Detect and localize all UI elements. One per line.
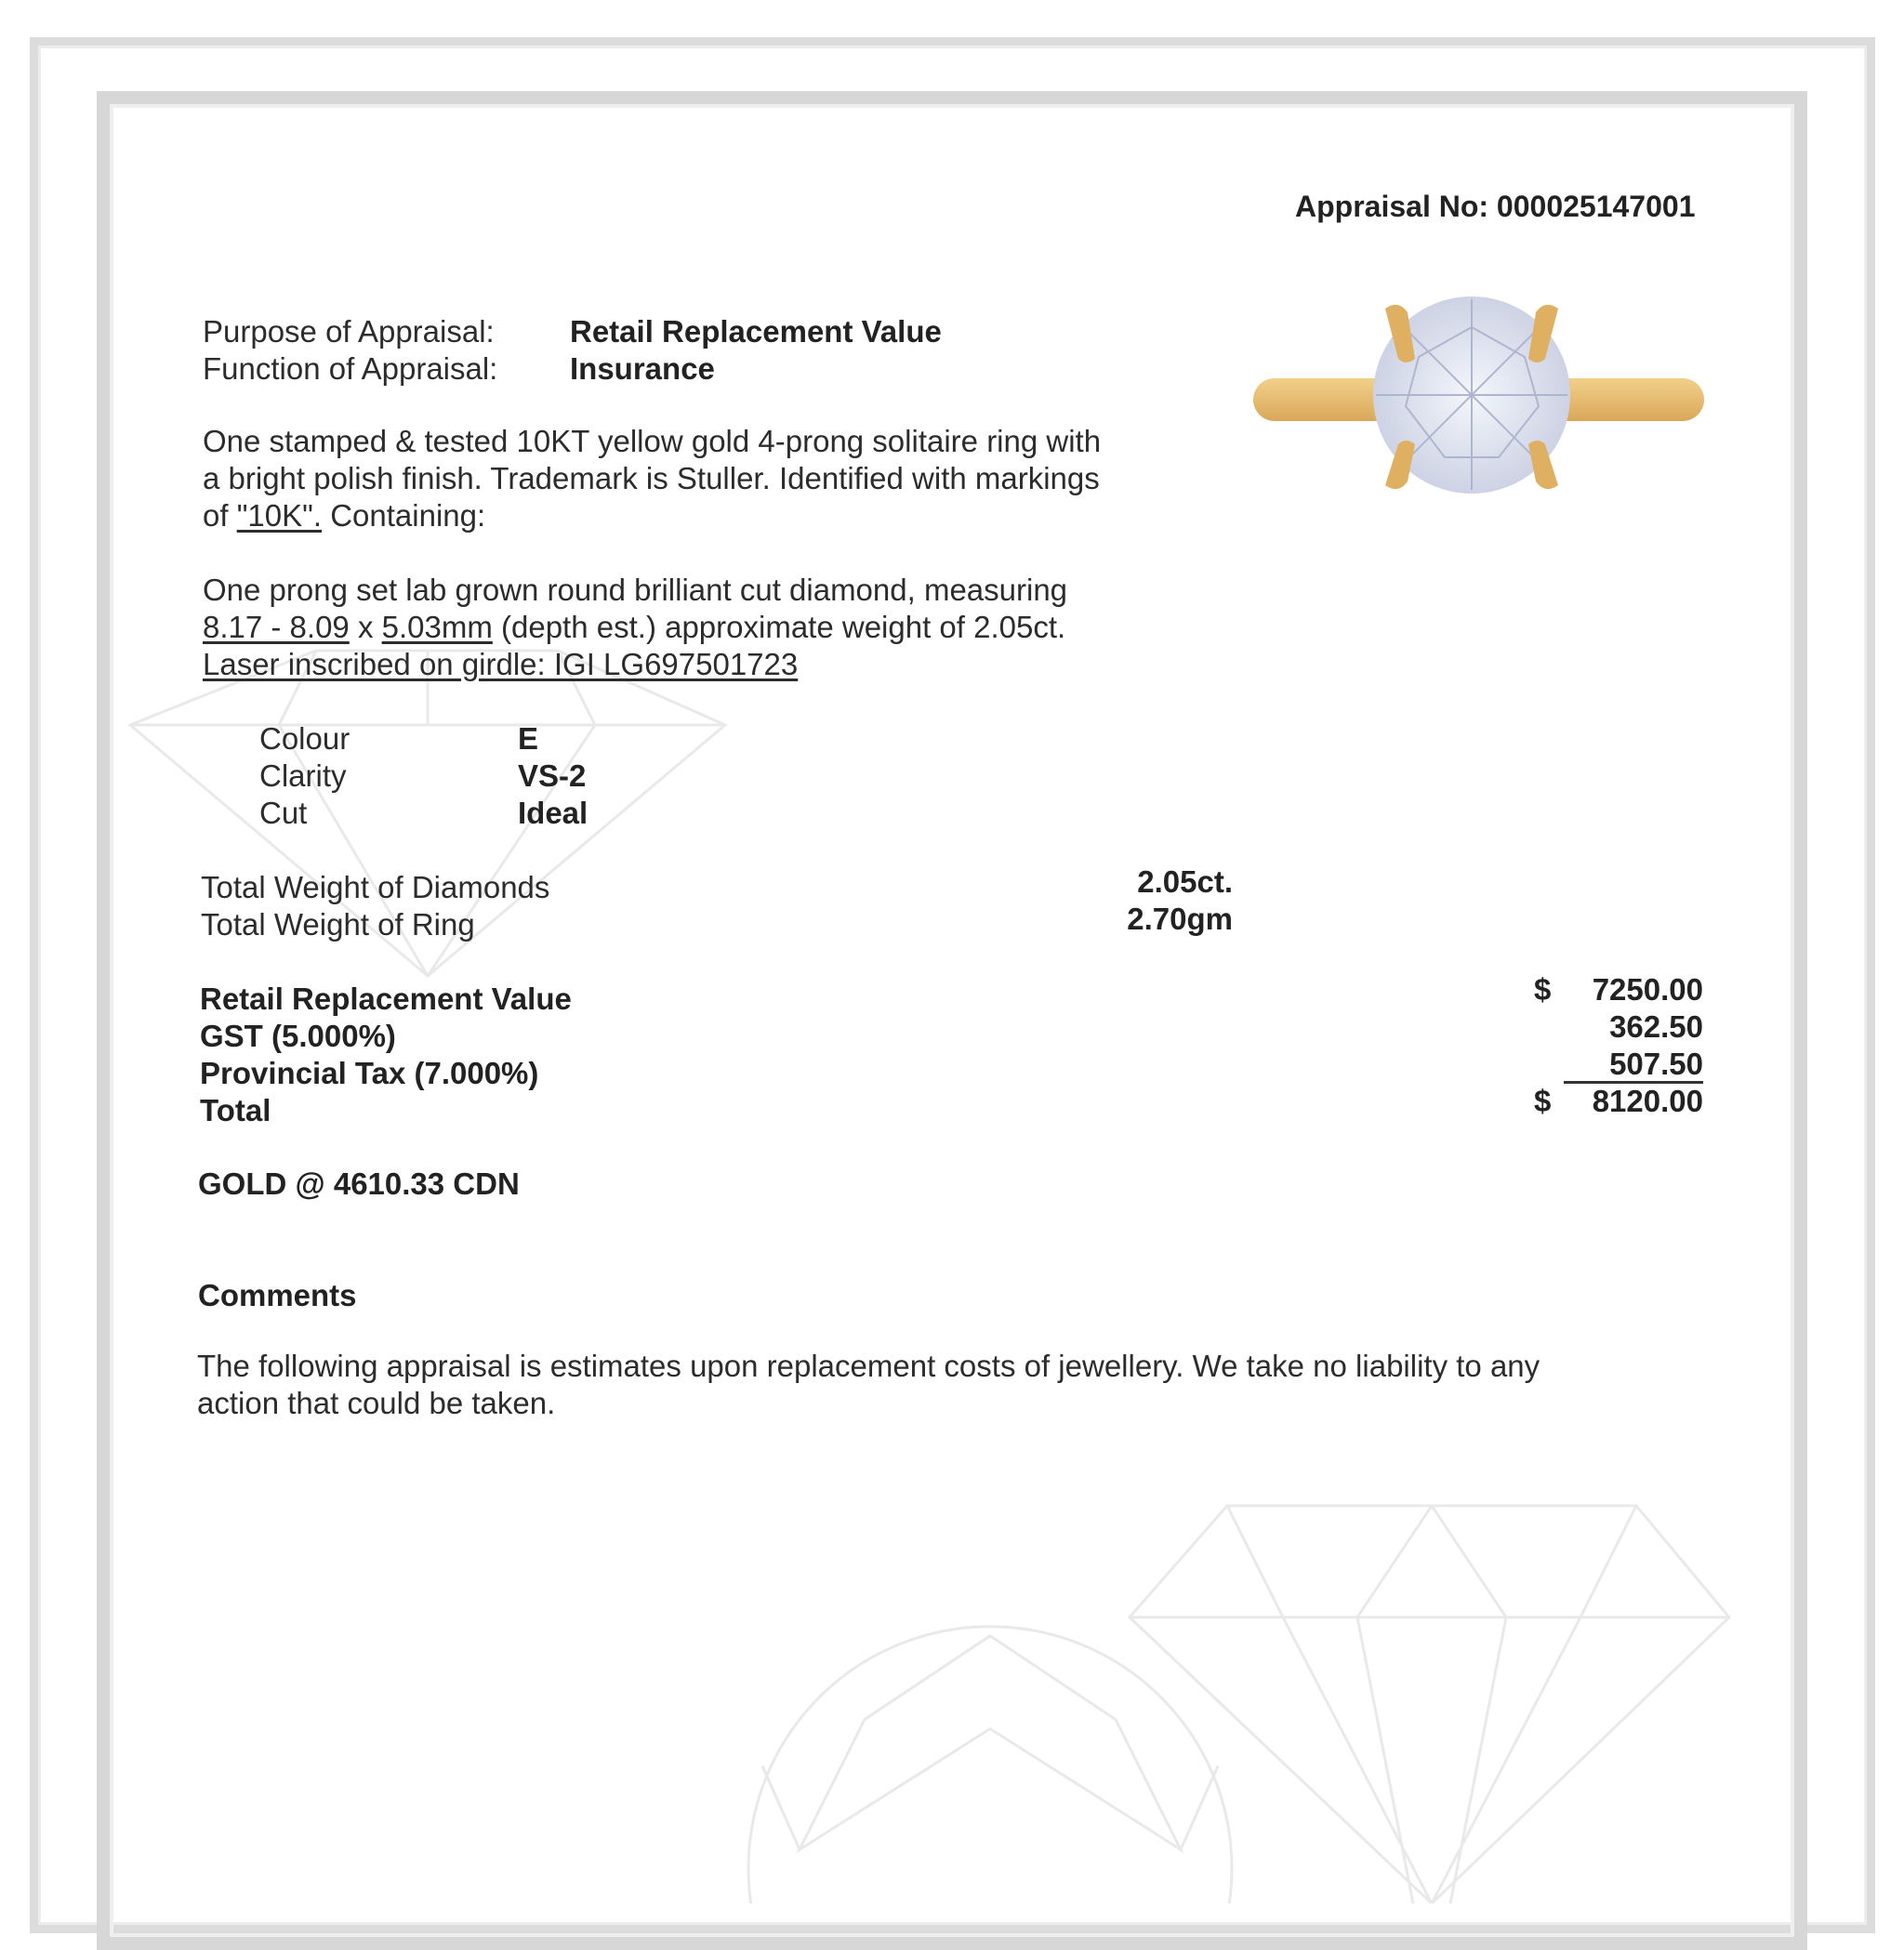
valuation-amount: 507.50 bbox=[1609, 1047, 1703, 1081]
grading-value: VS-2 bbox=[518, 758, 587, 793]
comments-heading: Comments bbox=[198, 1278, 357, 1312]
grading-label: Colour bbox=[259, 721, 350, 756]
grading-label: Cut bbox=[259, 796, 308, 830]
diamond-diameter: 8.17 - 8.09 bbox=[203, 610, 350, 644]
valuation-label: Total bbox=[200, 1093, 271, 1127]
comments-line1: The following appraisal is estimates upon replacement costs of jewellery. We take no liability to any bbox=[197, 1349, 1540, 1383]
valuation-amount: 8120.00 bbox=[1592, 1084, 1703, 1118]
ring-image bbox=[1246, 290, 1711, 504]
markings-prefix: of bbox=[203, 498, 237, 533]
grading-value: Ideal bbox=[518, 796, 588, 830]
currency-symbol: $ bbox=[1534, 1084, 1552, 1118]
ring-description-line3 bbox=[203, 497, 485, 534]
purpose-value: Retail Replacement Value bbox=[570, 314, 942, 349]
function-value: Insurance bbox=[570, 351, 715, 386]
weight-label: Total Weight of Ring bbox=[201, 907, 475, 942]
laser-inscription: Laser inscribed on girdle: IGI LG697501723 bbox=[203, 647, 799, 681]
valuation-amount: 362.50 bbox=[1609, 1009, 1703, 1044]
valuation-label: GST (5.000%) bbox=[200, 1019, 396, 1053]
valuation-amount: 7250.00 bbox=[1592, 972, 1703, 1007]
dimension-separator: x bbox=[349, 610, 382, 644]
grading-value: E bbox=[518, 721, 539, 756]
valuation-label: Retail Replacement Value bbox=[200, 982, 572, 1016]
diamond-description-line2 bbox=[203, 609, 1065, 646]
weight-label: Total Weight of Diamonds bbox=[201, 870, 550, 904]
ring-description-line2: a bright polish finish. Trademark is Stuller. Identified with markings bbox=[203, 461, 1100, 495]
containing-text: Containing: bbox=[322, 498, 486, 533]
weight-value: 2.70gm bbox=[1127, 902, 1233, 936]
valuation-label: Provincial Tax (7.000%) bbox=[200, 1056, 539, 1090]
diamond-depth: 5.03mm bbox=[381, 610, 493, 644]
gold-price: GOLD @ 4610.33 CDN bbox=[198, 1166, 520, 1201]
comments-line2: action that could be taken. bbox=[197, 1386, 556, 1420]
diamond-description-line1: One prong set lab grown round brilliant cut diamond, measuring bbox=[203, 573, 1068, 607]
purpose-label: Purpose of Appraisal: bbox=[203, 314, 495, 349]
diamond-weight-text: (depth est.) approximate weight of 2.05ct. bbox=[492, 610, 1066, 644]
ring-description-line1: One stamped & tested 10KT yellow gold 4-prong solitaire ring with bbox=[203, 424, 1102, 458]
appraisal-number: Appraisal No: 000025147001 bbox=[1295, 190, 1696, 223]
function-label: Function of Appraisal: bbox=[203, 351, 498, 386]
markings-value: "10K". bbox=[236, 498, 323, 533]
currency-symbol: $ bbox=[1534, 972, 1552, 1007]
grading-label: Clarity bbox=[259, 758, 347, 793]
weight-value: 2.05ct. bbox=[1137, 864, 1233, 899]
